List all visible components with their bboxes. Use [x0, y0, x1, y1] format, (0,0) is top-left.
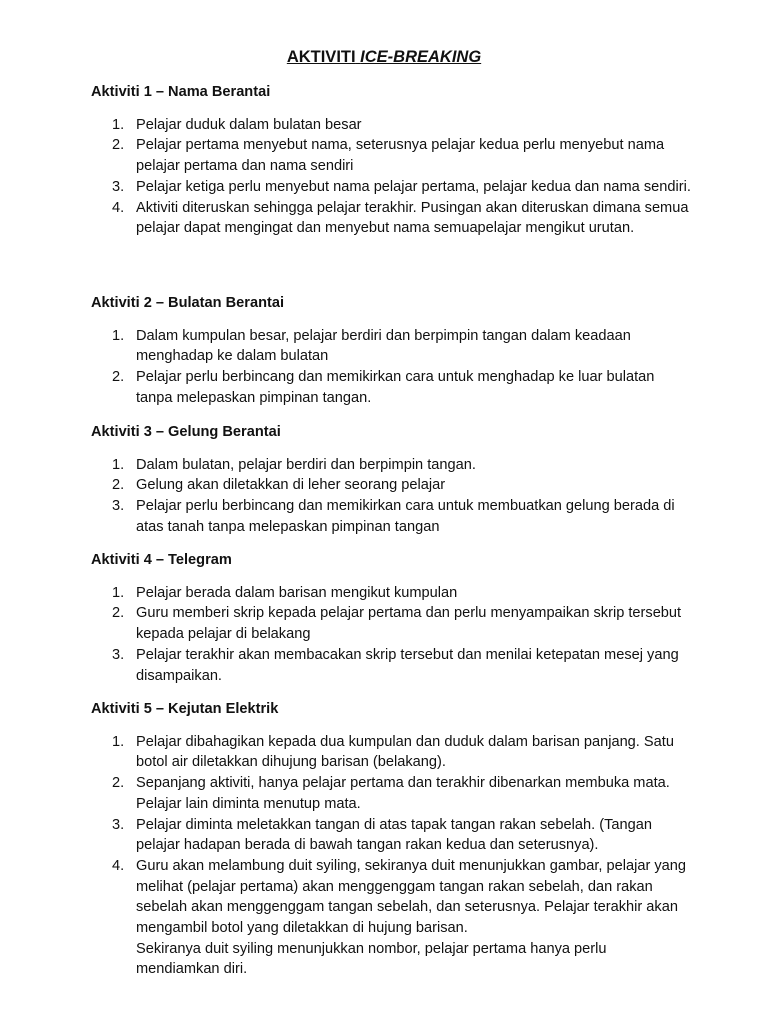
list-item: 4. Guru akan melambung duit syiling, sekiranya duit menunjukkan gambar, pelajar yang melihat (pelajar pertama) akan menggenggam tangan rakan sebelah, dan rakan sebelah akan menggenggam tangan sebelah, dan seterusnya. Pelajar terakhir akan mengambil botol yang diletakkan di hujung barisan. Sekiranya duit syiling menunjukkan nombor, pelajar pertama hanya perlu mendiamkan diri. — [112, 857, 687, 978]
numbered-list — [91, 326, 691, 409]
section-aktiviti-3 — [91, 422, 691, 538]
section-aktiviti-4 — [91, 550, 691, 686]
section-heading: Aktiviti 3 – Gelung Berantai — [91, 424, 281, 440]
numbered-list — [91, 583, 691, 687]
title-prefix: AKTIVITI — [286, 48, 356, 66]
list-item: 2. Sepanjang aktiviti, hanya pelajar pertama dan terakhir dibenarkan membuka mata. Pelajar lain diminta menutup mata. — [112, 775, 670, 812]
list-item: 1. Dalam kumpulan besar, pelajar berdiri dan berpimpin tangan dalam keadaan menghadap ke dalam bulatan — [112, 327, 631, 365]
document-title — [0, 47, 768, 68]
section-heading: Aktiviti 2 – Bulatan Berantai — [91, 295, 285, 311]
section-aktiviti-5 — [91, 699, 691, 980]
section-heading: Aktiviti 4 – Telegram — [91, 552, 232, 568]
list-item: 3. Pelajar diminta meletakkan tangan di atas tapak tangan rakan sebelah. (Tangan pelajar hadapan berada di bawah tangan rakan kedua dan seterusnya). — [112, 816, 652, 854]
section-heading: Aktiviti 5 – Kejutan Elektrik — [91, 701, 279, 717]
section-aktiviti-1 — [91, 82, 691, 239]
list-item: 1. Pelajar duduk dalam bulatan besar — [112, 116, 362, 133]
numbered-list — [91, 455, 691, 538]
list-item: 4. Aktiviti diteruskan sehingga pelajar terakhir. Pusingan akan diteruskan dimana semua pelajar dapat mengingat dan menyebut nama semuapelajar mengikut urutan. — [112, 199, 689, 237]
list-item: 2. Guru memberi skrip kepada pelajar pertama dan perlu menyampaikan skrip tersebut kepada pelajar di belakang — [112, 605, 682, 643]
list-item: 1. Dalam bulatan, pelajar berdiri dan berpimpin tangan. — [112, 456, 476, 473]
list-item: 3. Pelajar ketiga perlu menyebut nama pelajar pertama, pelajar kedua dan nama sendiri. — [112, 178, 691, 195]
section-heading: Aktiviti 1 – Nama Berantai — [91, 84, 271, 100]
list-item: 1. Pelajar dibahagikan kepada dua kumpulan dan duduk dalam barisan panjang. Satu botol air diletakkan dihujung barisan (belakang). — [112, 733, 674, 771]
list-item-note: Sekiranya duit syiling menunjukkan nombor, pelajar pertama hanya perlu mendiamkan diri. — [136, 940, 607, 978]
numbered-list — [91, 115, 691, 239]
section-aktiviti-2 — [91, 293, 691, 409]
list-item: 2. Pelajar pertama menyebut nama, seterusnya pelajar kedua perlu menyebut nama pelajar pertama dan nama sendiri — [112, 137, 665, 175]
numbered-list — [91, 732, 691, 980]
title-italic: ICE-BREAKING — [360, 48, 482, 66]
list-item: 3. Pelajar terakhir akan membacakan skrip tersebut dan menilai ketepatan mesej yang disampaikan. — [112, 646, 679, 684]
list-item: 2. Gelung akan diletakkan di leher seorang pelajar — [112, 477, 446, 494]
list-item: 2. Pelajar perlu berbincang dan memikirkan cara untuk menghadap ke luar bulatan tanpa melepaskan pimpinan tangan. — [112, 369, 655, 406]
list-item: 1. Pelajar berada dalam barisan mengikut kumpulan — [112, 584, 458, 601]
list-item: 3. Pelajar perlu berbincang dan memikirkan cara untuk membuatkan gelung berada di atas tanah tanpa melepaskan pimpinan tangan — [112, 498, 675, 535]
